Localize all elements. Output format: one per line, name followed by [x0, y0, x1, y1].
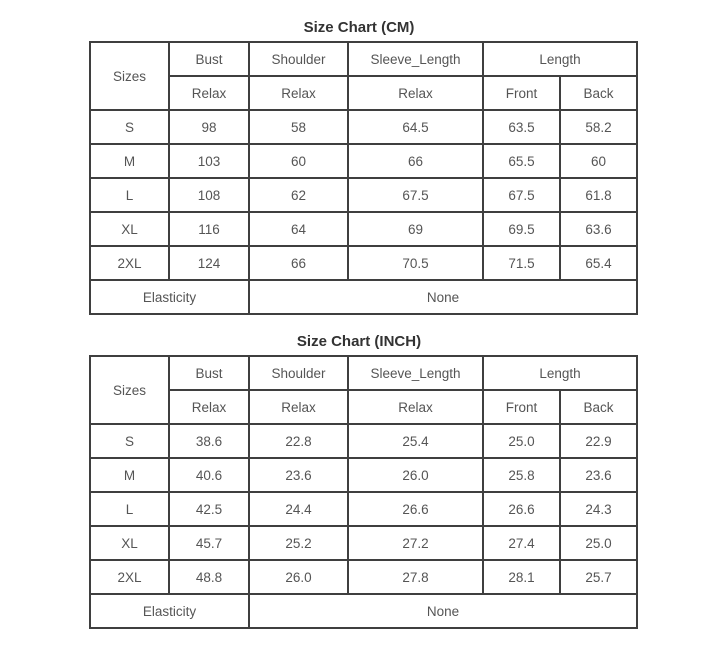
cell-size: M — [90, 144, 169, 178]
cell-length-front: 25.8 — [483, 458, 560, 492]
cell-shoulder: 58 — [249, 110, 348, 144]
cell-length-back: 65.4 — [560, 246, 637, 280]
cell-sleeve-length: 26.6 — [348, 492, 483, 526]
header-length: Length — [483, 356, 637, 390]
subheader-length-front: Front — [483, 390, 560, 424]
subheader-sleeve-relax: Relax — [348, 76, 483, 110]
cell-sleeve-length: 70.5 — [348, 246, 483, 280]
table-row — [90, 144, 637, 178]
subheader-shoulder-relax: Relax — [249, 76, 348, 110]
cell-bust: 40.6 — [169, 458, 249, 492]
cell-bust: 48.8 — [169, 560, 249, 594]
cell-length-back: 25.0 — [560, 526, 637, 560]
header-row — [90, 42, 637, 76]
cell-shoulder: 64 — [249, 212, 348, 246]
size-chart-inch-title: Size Chart (INCH) — [296, 333, 422, 350]
cell-sleeve-length: 67.5 — [348, 178, 483, 212]
subheader-shoulder-relax: Relax — [249, 390, 348, 424]
cell-size: 2XL — [90, 560, 169, 594]
cell-length-back: 23.6 — [560, 458, 637, 492]
cell-size: L — [90, 178, 169, 212]
header-bust: Bust — [169, 42, 249, 76]
cell-bust: 98 — [169, 110, 249, 144]
header-sleeve-length: Sleeve_Length — [348, 42, 483, 76]
cell-size: 2XL — [90, 246, 169, 280]
elasticity-label: Elasticity — [90, 280, 249, 314]
cell-bust: 116 — [169, 212, 249, 246]
header-length: Length — [483, 42, 637, 76]
cell-length-back: 24.3 — [560, 492, 637, 526]
table-row — [90, 212, 637, 246]
cell-bust: 124 — [169, 246, 249, 280]
cell-sleeve-length: 26.0 — [348, 458, 483, 492]
cell-size: S — [90, 424, 169, 458]
header-shoulder: Shoulder — [249, 356, 348, 390]
cell-length-back: 61.8 — [560, 178, 637, 212]
cell-shoulder: 24.4 — [249, 492, 348, 526]
cell-shoulder: 22.8 — [249, 424, 348, 458]
header-shoulder: Shoulder — [249, 42, 348, 76]
cell-length-back: 58.2 — [560, 110, 637, 144]
cell-shoulder: 60 — [249, 144, 348, 178]
subheader-bust-relax: Relax — [169, 76, 249, 110]
cell-shoulder: 26.0 — [249, 560, 348, 594]
cell-bust: 108 — [169, 178, 249, 212]
subheader-length-back: Back — [560, 76, 637, 110]
elasticity-row — [90, 280, 637, 314]
cell-sleeve-length: 27.2 — [348, 526, 483, 560]
cell-sleeve-length: 27.8 — [348, 560, 483, 594]
cell-length-front: 26.6 — [483, 492, 560, 526]
table-row — [90, 110, 637, 144]
cell-length-back: 60 — [560, 144, 637, 178]
cell-bust: 103 — [169, 144, 249, 178]
cell-size: L — [90, 492, 169, 526]
cell-shoulder: 62 — [249, 178, 348, 212]
cell-length-front: 27.4 — [483, 526, 560, 560]
cell-length-front: 69.5 — [483, 212, 560, 246]
cell-shoulder: 25.2 — [249, 526, 348, 560]
header-row — [90, 356, 637, 390]
cell-size: M — [90, 458, 169, 492]
cell-bust: 45.7 — [169, 526, 249, 560]
table-row — [90, 458, 637, 492]
subheader-row — [90, 390, 637, 424]
subheader-sleeve-relax: Relax — [348, 390, 483, 424]
cell-sleeve-length: 64.5 — [348, 110, 483, 144]
header-sizes: Sizes — [90, 42, 169, 110]
subheader-length-back: Back — [560, 390, 637, 424]
table-row — [90, 246, 637, 280]
elasticity-value: None — [249, 280, 637, 314]
cell-bust: 42.5 — [169, 492, 249, 526]
subheader-bust-relax: Relax — [169, 390, 249, 424]
cell-length-front: 25.0 — [483, 424, 560, 458]
elasticity-label: Elasticity — [90, 594, 249, 628]
cell-sleeve-length: 66 — [348, 144, 483, 178]
elasticity-row — [90, 594, 637, 628]
cell-sleeve-length: 69 — [348, 212, 483, 246]
subheader-row — [90, 76, 637, 110]
table-row — [90, 560, 637, 594]
cell-length-front: 65.5 — [483, 144, 560, 178]
table-row — [90, 424, 637, 458]
size-chart-inch-table — [89, 355, 638, 629]
cell-length-front: 28.1 — [483, 560, 560, 594]
header-sleeve-length: Sleeve_Length — [348, 356, 483, 390]
cell-sleeve-length: 25.4 — [348, 424, 483, 458]
table-row — [90, 178, 637, 212]
size-chart-cm-table — [89, 41, 638, 315]
cell-length-front: 63.5 — [483, 110, 560, 144]
header-sizes: Sizes — [90, 356, 169, 424]
cell-length-back: 22.9 — [560, 424, 637, 458]
elasticity-value: None — [249, 594, 637, 628]
cell-bust: 38.6 — [169, 424, 249, 458]
cell-shoulder: 66 — [249, 246, 348, 280]
cell-length-front: 71.5 — [483, 246, 560, 280]
table-row — [90, 526, 637, 560]
size-chart-cm-title: Size Chart (CM) — [303, 19, 415, 36]
cell-size: XL — [90, 526, 169, 560]
subheader-length-front: Front — [483, 76, 560, 110]
cell-size: S — [90, 110, 169, 144]
cell-length-back: 25.7 — [560, 560, 637, 594]
header-bust: Bust — [169, 356, 249, 390]
cell-size: XL — [90, 212, 169, 246]
cell-length-back: 63.6 — [560, 212, 637, 246]
table-row — [90, 492, 637, 526]
cell-length-front: 67.5 — [483, 178, 560, 212]
cell-shoulder: 23.6 — [249, 458, 348, 492]
